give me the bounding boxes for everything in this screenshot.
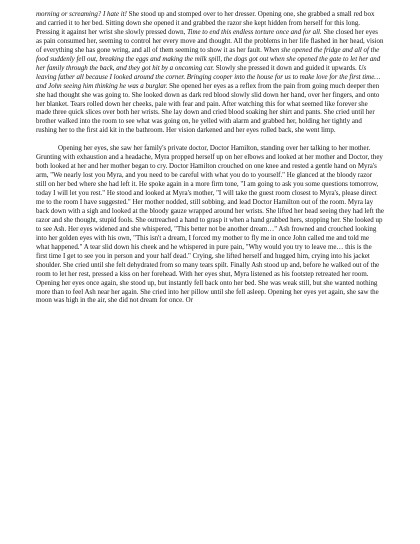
text-run: She opened her eyes as a reflex from the pain from going much deeper then she had thought she was going to. She looked down as dark red blood slowly slid down her hand, over her fingers, and onto her blanket. Tears rolled down her cheeks, pale with fear and pain. After watching this for what seemed like forever she made three quick slices over both her wrists. She lay down and cried blood soaking her shirt and pants. She cried until her brother walked into the room to see what was going on, he yelled with alarm and grabbed her, holding her tightly and rushing her to the first aid kit in the bathroom. Her vision darkened and her eyes rolled back, she went limp. bbox=[36, 81, 380, 135]
text-run: When she opened the fridge and all of the food suddenly fell out, breaking the eggs and making the milk spill, the dogs got out when she opened the gate to let her and her family through the back, and they got hit by a oncoming car. bbox=[36, 45, 381, 72]
text-run: Time to end this endless torture once and for all. bbox=[187, 27, 322, 36]
text-run: Us leaving father all because I looked around the corner. Bringing cooper into the house for us to make love for the first time… and John seeing him thinking he was a burglar. bbox=[36, 63, 381, 90]
text-body bbox=[36, 10, 384, 305]
text-run: She closed her eyes as pain consumed her, seeming to control her every move and thought. All the problems in her life flashed in her head, vision of everything she has gone wring, and all of them seeming to show it as her fault. bbox=[36, 27, 384, 54]
text-run: morning or screaming? I hate it! bbox=[36, 10, 127, 18]
text-run: Slowly she pressed it down and guided it upwards. bbox=[214, 63, 359, 72]
text-run: Opening her eyes, she saw her family's private doctor, Doctor Hamilton, standing over her talking to her mother. Grunting with exhaustion and a headache, Myra propped herself up on her elbows and looked at her mother and Doctor, they both looked at her and her mother began to cry. Doctor Hamilton crouched on one knee and rested a gentle hand on Myra's arm, "We nearly lost you Myra, and you need to be careful with what you do to yourself." He glanced at the bloody razor still on her bed where she had left it. He spoke again in a more firm tone, "I am going to ask you some questions tomorrow, today I will let you rest." He stood and looked at Myra's mother, "I will take the guest room closest to Myra's, please direct me to the room I have suggested." Her mother nodded, still sobbing, and lead Doctor Hamilton out of the room. Myra lay back down with a sigh and looked at the bloody gauze wrapped around her wrists. She lifted her head seeing they had left the razor and she thought, stupid fools. She outreached a hand to grasp it when a hand grabbed hers, stopping her. She looked up to see Ash. Her eyes widened and she whispered, "This better not be another dream…" Ash frowned and crouched looking into her golden eyes with his own, "This isn't a dream, I forced my mother to fly me in once John called me and told me what happened." A tear slid down his cheek and he whispered in pure pain, "Why would you try to leave me… this is the first time I get to see you in person and your half dead." Crying, she lifted herself and hugged him, crying into his jacket shoulder. She cried until she felt dehydrated from so many tears spilt. Finally Ash stood up and, before he walked out of the room to let her rest, pressed a kiss on her forehead. With her eyes shut, Myra listened as his footstep retreated her room. Opening her eyes once again, she stood up, but instantly fell back onto her bed. She was weak still, but she wanted nothing more than to feel Ash near her again. She cried into her pillow until she fell asleep. Opening her eyes yet again, she saw the moon was high in the air, she did not dream for once. Or bbox=[36, 144, 384, 305]
paragraph-1 bbox=[36, 10, 384, 135]
text-run: She stood up and stomped over to her dresser. Opening one, she grabbed a small red box and carried it to her bed. Sitting down she opened it and grabbed the razor she kept hidden from herself for this long. Pressing it against her wrist she slowly pressed down, bbox=[36, 10, 375, 36]
paragraph-2 bbox=[36, 144, 384, 305]
